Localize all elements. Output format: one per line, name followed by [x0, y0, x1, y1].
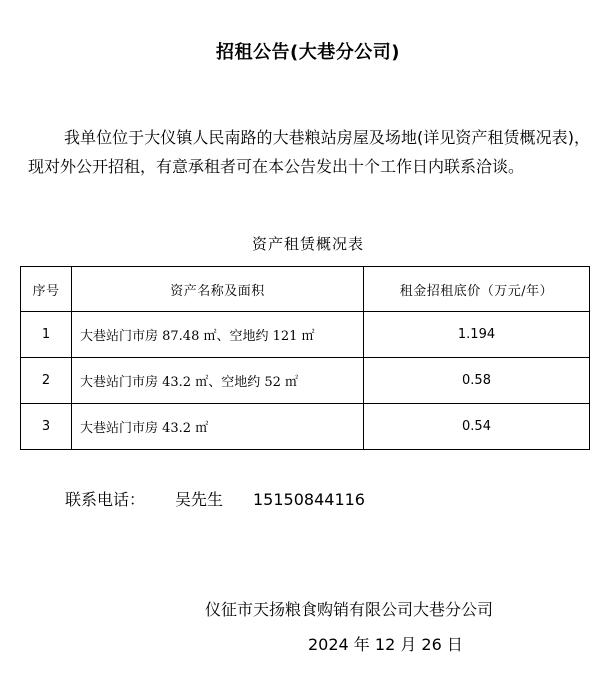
contact-label: 联系电话： [65, 490, 146, 509]
row-rent-price: 0.58 [364, 358, 590, 404]
row-index: 2 [21, 358, 72, 404]
header-rent-price: 租金招租底价（万元/年） [364, 267, 590, 312]
row-rent-price: 0.54 [364, 404, 590, 450]
row-rent-price: 1.194 [364, 312, 590, 358]
table-header-row [21, 267, 590, 312]
header-asset-name: 资产名称及面积 [72, 267, 364, 312]
header-index: 序号 [21, 267, 72, 312]
table-row [21, 358, 590, 404]
row-index: 3 [21, 404, 72, 450]
table-caption: 资产租赁概况表 [251, 235, 364, 253]
contact-line [65, 487, 365, 510]
row-index: 1 [21, 312, 72, 358]
notice-body: 我单位位于大仪镇人民南路的大巷粮站房屋及场地(详见资产租赁概况表)，现对外公开招租，有意承租者可在本公告发出十个工作日内联系洽谈。 [28, 128, 590, 176]
contact-person: 吴先生 [175, 490, 224, 509]
row-asset-name: 大巷站门市房 43.2 ㎡、空地约 52 ㎡ [72, 358, 364, 404]
table-row [21, 312, 590, 358]
asset-table [20, 266, 590, 450]
contact-phone: 15150844116 [253, 490, 365, 509]
signature-date: 2024 年 12 月 26 日 [308, 635, 463, 654]
table-row [21, 404, 590, 450]
row-asset-name: 大巷站门市房 87.48 ㎡、空地约 121 ㎡ [72, 312, 364, 358]
signature-company: 仪征市天扬粮食购销有限公司大巷分公司 [205, 600, 494, 619]
notice-title: 招租公告(大巷分公司) [216, 42, 400, 63]
row-asset-name: 大巷站门市房 43.2 ㎡ [72, 404, 364, 450]
